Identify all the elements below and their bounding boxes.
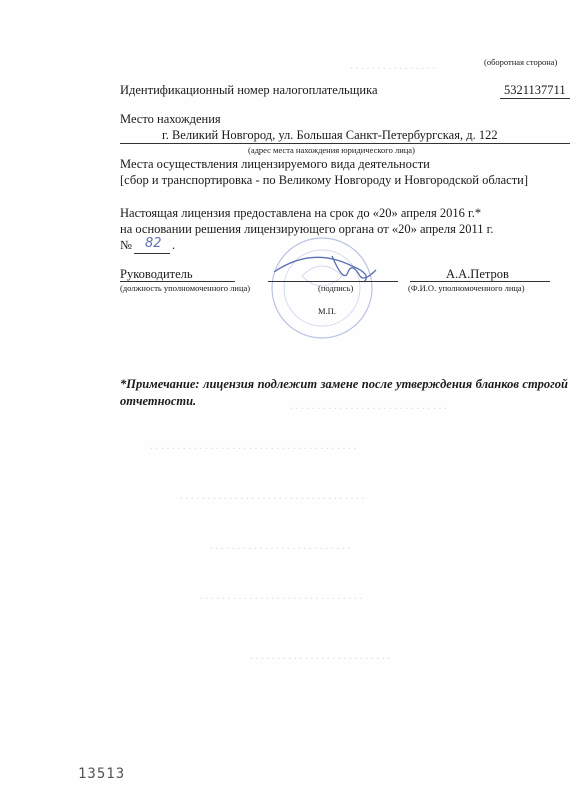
back-side-label: (оборотная сторона) — [484, 57, 558, 67]
license-note: *Примечание: лицензия подлежит замене после утверждения бланков строгой отчетности. — [120, 377, 568, 408]
bleed-through-text: . . . . . . . . . . . . . . . . . . . . . . . . . . — [210, 540, 351, 552]
taxpayer-id-value: 5321137711 — [504, 83, 566, 97]
bleed-through-text: . . . . . . . . . . . . . . . . . . . . . . . . . . . . . . — [200, 590, 363, 602]
location-address: г. Великий Новгород, ул. Большая Санкт-Петербургская, д. 122 — [162, 128, 498, 142]
underline — [500, 98, 570, 99]
activity-value: [сбор и транспортировка - по Великому Новгороду и Новгородской области] — [120, 173, 529, 187]
seal-label: М.П. — [318, 306, 336, 316]
underline — [410, 281, 550, 282]
signature-line — [268, 281, 398, 282]
page-number: 13513 — [78, 766, 126, 782]
caption-name: (Ф.И.О. уполномоченного лица) — [408, 283, 525, 293]
license-number-label: № — [120, 238, 132, 252]
underline — [120, 281, 235, 282]
validity-line-2: на основании решения лицензирующего органа от «20» апреля 2011 г. — [120, 222, 494, 236]
caption-position: (должность уполномоченного лица) — [120, 283, 251, 293]
caption-signature: (подпись) — [318, 283, 354, 293]
underline — [134, 253, 170, 254]
validity-line-1: Настоящая лицензия предоставлена на срок до «20» апреля 2016 г.* — [120, 206, 482, 220]
license-number-value: 82 — [145, 236, 162, 251]
bleed-through-text: . . . . . . . . . . . . . . . . — [350, 60, 436, 72]
underline — [120, 143, 570, 144]
bleed-through-text: . . . . . . . . . . . . . . . . . . . . . . . . . . . . . . . . . . . . . . — [150, 440, 357, 452]
bleed-through-text: . . . . . . . . . . . . . . . . . . . . . . . . . . . . . . . . . . — [180, 490, 365, 502]
activity-label: Места осуществления лицензируемого вида деятельности — [120, 157, 430, 171]
license-number-suffix: . — [172, 238, 176, 252]
bleed-through-text: . . . . . . . . . . . . . . . . . . . . . . . . . . — [250, 650, 391, 662]
taxpayer-id-label: Идентификационный номер налогоплательщика — [120, 83, 378, 97]
signer-name: А.А.Петров — [446, 267, 509, 281]
signer-position: Руководитель — [120, 267, 193, 281]
bleed-through-text: . . . . . . . . . . . . . . . . . . . . . . . . . . . . . — [290, 400, 447, 412]
location-caption: (адрес места нахождения юридического лица) — [248, 145, 415, 155]
location-label: Место нахождения — [120, 112, 221, 126]
